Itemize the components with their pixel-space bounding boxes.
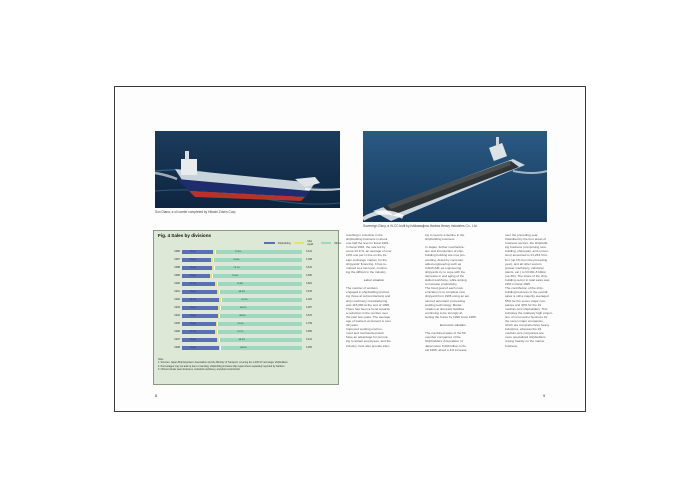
total-value-label: 3,967 [306, 306, 312, 309]
body-text-line: business. [505, 343, 519, 348]
bar-segment-shipbuilding [182, 298, 219, 302]
body-text-line: The fixed goal of each mod- [425, 286, 464, 291]
legend-swatch-others [321, 242, 332, 244]
year-label: 1994 [174, 314, 180, 317]
body-text-line: building, shiprepair, and conver- [505, 249, 549, 254]
body-text-line: one-half the level in fiscal 1991. [346, 241, 390, 246]
body-text-line: shipyard from 1996 using an ad- [425, 294, 470, 299]
body-text-line: welding technology. Moder- [425, 302, 463, 307]
body-text-line: 55% for the seven major com- [505, 298, 547, 303]
year-label: 1987 [174, 258, 180, 261]
body-text-line: ment and mechanized work [346, 331, 384, 336]
body-text-line: CAD/CAM, as engineering [425, 265, 462, 270]
legend-label-ship-repair: Ship repair [307, 240, 314, 246]
body-text-line: industry must also provide train- [346, 343, 390, 348]
body-text-line: 40 years. [346, 323, 359, 328]
body-text-line: sion) amounted to ¥1,264.3 bil- [505, 253, 548, 258]
total-value-label: 3,690 [306, 274, 312, 277]
body-text-line: fecting the future by 1996 since 1995. [425, 314, 477, 319]
body-text-line: panies and 30% for the 19 [505, 302, 542, 307]
body-text-line: decrease in and aging of the [425, 273, 465, 278]
body-text-line: There has been a trend towards [346, 306, 390, 311]
bar-segment-shipbuilding [182, 330, 215, 334]
bar-segment-others [212, 274, 302, 278]
body-text-line: age of workers at present is over [346, 318, 391, 323]
segment-value-label: 72.5% [235, 250, 242, 253]
body-text-line: 29% in fiscal 1995. [505, 282, 531, 287]
sales-by-divisions-figure [153, 230, 342, 385]
body-text-line: cal 1995, about a 1% increase [425, 347, 467, 352]
year-label: 1989 [174, 274, 180, 277]
body-text-line: ceeding. Aided by computer- [425, 257, 465, 262]
stacked-bar [182, 266, 302, 270]
chart-legend [264, 240, 341, 246]
figure-notes: Note: 1. Sources: Japan Ship Exporters' Association and the Ministry of Transport, covering the 1,000 GT and larger shipbuilders. 2. Percentages may not add up due to rounding; shipbuilding includes ship repair where separately reported by builders. 3. Others include steel structures, industrial machinery, and plant construction. [158, 358, 289, 371]
body-text-line: nization at domestic facilities [425, 306, 465, 311]
body-text-line: Improved working environ- [346, 327, 383, 332]
body-text-line: tion of non-marine business for [505, 314, 548, 319]
body-text-line: ing business (comprising new- [505, 245, 547, 250]
body-text-line: Shipbuilders' Association of [425, 339, 463, 344]
body-text-line: shipbuilding business in about [346, 237, 388, 242]
segment-value-label: 29.6% [190, 314, 197, 317]
bar-segment-shipbuilding [182, 282, 215, 286]
total-value-label: 3,421 [306, 250, 312, 253]
body-text-line: industries, whereas the 19 [505, 327, 542, 332]
legend-swatch-ship-repair [294, 242, 305, 244]
body-text-line: was 115,000 at the end of 1995. [346, 302, 390, 307]
body-text-line: Japan were 8,499 billion in fis- [425, 343, 467, 348]
body-text-line: plants, etc.) to ¥3,091.8 billion [505, 269, 547, 274]
segment-value-label: 25.0% [190, 266, 197, 269]
body-text-line: engaged in shipbuilding (includ- [346, 290, 390, 295]
total-value-label: 3,915 [306, 290, 312, 293]
bar-segment-shipbuilding [182, 322, 216, 326]
total-value-label: 4,022 [306, 298, 312, 301]
year-label: 1993 [174, 306, 180, 309]
bar-segment-shipbuilding [182, 306, 218, 310]
year-label: 1986 [174, 250, 180, 253]
body-text-line: member companies of the [425, 335, 461, 340]
stacked-bar [182, 250, 302, 254]
total-value-label: 3,911 [306, 338, 312, 341]
year-label: 1998 [174, 346, 180, 349]
segment-value-label: 70.9% [236, 282, 244, 285]
page-number-left: 8 [155, 393, 158, 398]
year-label: 1992 [174, 298, 180, 301]
segment-value-label: 27.5% [190, 330, 197, 333]
body-text-line: The combined sales of the 50 [425, 331, 466, 336]
segment-value-label: 67.2% [241, 298, 248, 301]
section-heading: Labor situation [363, 278, 385, 283]
body-text-line: shipbuilding business [425, 237, 455, 242]
body-text-line: resulting in a decline in the [346, 233, 383, 237]
body-text-line: The number of workers [346, 286, 378, 291]
body-text-line: eign exchange market, for the [346, 257, 387, 262]
body-text-line: ing to attract employees, and the [346, 339, 391, 344]
body-text-line: mained at a low level, continu- [346, 265, 388, 270]
segment-value-label: 68.8% [239, 314, 246, 317]
right-photo-caption: Sovereign Glory, a VLCC built by Ishikawajima-Harima Heavy Industries Co., Ltd. [363, 224, 478, 228]
body-text-line: In fiscal 1993, the rate fell by [346, 245, 386, 250]
segment-value-label: 68.2% [240, 306, 247, 309]
bar-segment-others [217, 322, 302, 326]
body-text-line: ship machinery manufacturing [346, 298, 388, 303]
body-text-line: building building are now pro- [425, 253, 466, 258]
page-number-right: 9 [543, 393, 546, 398]
bar-segment-shipbuilding [182, 338, 217, 342]
body-text-line: have an advantage for promot- [346, 335, 389, 340]
body-text-line: the past few years. The average [346, 314, 391, 319]
segment-value-label: 27.5% [190, 282, 197, 285]
bar-segment-others [220, 306, 302, 310]
legend-label-others: Others [334, 241, 342, 245]
body-text-line: continuing to be strongly af- [425, 310, 464, 315]
body-text-line: (up 3%). The share of the ship- [505, 273, 548, 278]
year-label: 1988 [174, 266, 180, 269]
body-text-line: ing the difficult in the industry. [346, 269, 387, 274]
year-label: 1995 [174, 322, 180, 325]
bar-segment-shipbuilding [182, 290, 217, 294]
body-text-line: which are comprehensive heavy [505, 323, 550, 328]
segment-value-label: 26.1% [190, 250, 197, 253]
body-text-line: year), and all other sectors [505, 261, 542, 266]
segment-value-label: 69.4% [238, 290, 245, 293]
segment-value-label: 70.5% [237, 322, 244, 325]
bar-segment-others [219, 338, 302, 342]
body-text-line: business sectors, the shipbuild- [505, 241, 549, 246]
bar-segment-others [213, 258, 302, 262]
stacked-bar [182, 274, 302, 278]
text-column-1 [346, 233, 402, 348]
year-label: 1996 [174, 330, 180, 333]
segment-value-label: 29.1% [190, 290, 197, 293]
body-text-line: lion (up 1% from the preceding [505, 257, 548, 262]
body-text-line: some 23.9 %, an average of over [346, 249, 392, 254]
body-text-line: shipyards try to cope with the [425, 269, 466, 274]
total-value-label: 3,398 [306, 258, 312, 261]
body-text-line: Classified by the four areas of [505, 237, 546, 242]
bar-segment-shipbuilding [182, 258, 211, 262]
segment-value-label: 70.7% [237, 330, 244, 333]
bar-segment-shipbuilding [182, 250, 213, 254]
segment-value-label: 68.0% [240, 346, 247, 349]
text-column-3 [505, 233, 565, 348]
segment-value-label: 23.5% [190, 274, 197, 277]
segment-value-label: 73.7% [233, 266, 240, 269]
segment-value-label: 69.4% [238, 338, 245, 341]
body-text-line: building business to the overall [505, 290, 548, 295]
body-text-line: shipyards' financing. It has re- [346, 261, 388, 266]
bar-segment-shipbuilding [182, 266, 212, 270]
body-text-line: medium-size shipbuilders. This [505, 306, 548, 311]
body-text-line: relying heavily on the marine [505, 339, 545, 344]
total-value-label: 3,905 [306, 346, 312, 349]
body-text-line: ernization is to complete new [425, 290, 465, 295]
segment-value-label: 74.0% [233, 258, 240, 261]
segment-value-label: 28.0% [190, 322, 197, 325]
stacked-bar-chart [154, 247, 340, 355]
body-text-line: skilled workforce, while aiming [425, 278, 467, 283]
bar-segment-others [217, 330, 302, 334]
body-text-line: to increase productivity. [425, 282, 458, 287]
stacked-bar [182, 258, 302, 262]
body-text-line: medium-size companies are [505, 331, 544, 336]
year-label: 1997 [174, 338, 180, 341]
tanker-photo-left [155, 131, 340, 208]
total-value-label: 3,874 [306, 314, 312, 317]
book-spread [114, 86, 586, 412]
segment-value-label: 30.1% [190, 306, 197, 309]
year-label: 1990 [174, 282, 180, 285]
bar-segment-others [220, 346, 302, 350]
bar-segment-others [221, 298, 302, 302]
body-text-line: 10% one per in line on the for- [346, 253, 388, 258]
body-text-line: ing those at subcontractors) and [346, 294, 391, 299]
section-heading: Economic situation [440, 323, 466, 328]
body-text-line: indicates the relatively high propor- [505, 310, 553, 315]
legend-swatch-shipbuilding [264, 242, 275, 244]
body-text-line: vanced automatic processing [425, 298, 466, 303]
body-text-line: The contribution of the ship- [505, 286, 544, 291]
body-text-line: building sector in total sales was [505, 278, 550, 283]
segment-value-label: 30.6% [190, 346, 197, 349]
bar-segment-shipbuilding [182, 314, 218, 318]
figure-title: Fig. 4 Sales by divisions [158, 233, 212, 238]
body-text-line: a reduction in the number over [346, 310, 388, 315]
bar-segment-others [219, 290, 302, 294]
bar-segment-others [219, 314, 302, 318]
segment-value-label: 24.4% [190, 258, 197, 261]
body-text-line: aided engineering such as [425, 261, 462, 266]
bar-segment-shipbuilding [182, 346, 219, 350]
body-text-line: the seven major companies, [505, 318, 544, 323]
segment-value-label: 31.2% [190, 298, 197, 301]
body-text-line: tion and introduction of ship- [425, 249, 464, 254]
left-photo-caption: Sun Diana, a oil carrier completed by Hitachi Zosen Corp. [155, 210, 237, 214]
year-label: 1991 [174, 290, 180, 293]
legend-label-shipbuilding: Shipbuilding [277, 241, 291, 245]
bar-segment-others [217, 282, 302, 286]
body-text-line: more specialized shipbuilders [505, 335, 546, 340]
body-text-line: (power machinery, industrial [505, 265, 544, 270]
total-value-label: 3,856 [306, 330, 312, 333]
body-text-line: ing to secure a decline in the [425, 233, 465, 237]
total-value-label: 3,799 [306, 322, 312, 325]
total-value-label: 3,512 [306, 266, 312, 269]
body-text-line: over the preceding year. [505, 233, 539, 237]
segment-value-label: 29.0% [190, 338, 197, 341]
segment-value-label: 75.0% [232, 274, 239, 277]
bar-segment-others [214, 266, 302, 270]
bar-segment-others [215, 250, 302, 254]
body-text-line: In Japan, further mechaniza- [425, 245, 465, 250]
total-value-label: 3,801 [306, 282, 312, 285]
body-text-line: sales is still a majority averaged [505, 294, 549, 299]
text-column-2 [425, 233, 481, 352]
vlcc-photo-right [363, 131, 547, 222]
